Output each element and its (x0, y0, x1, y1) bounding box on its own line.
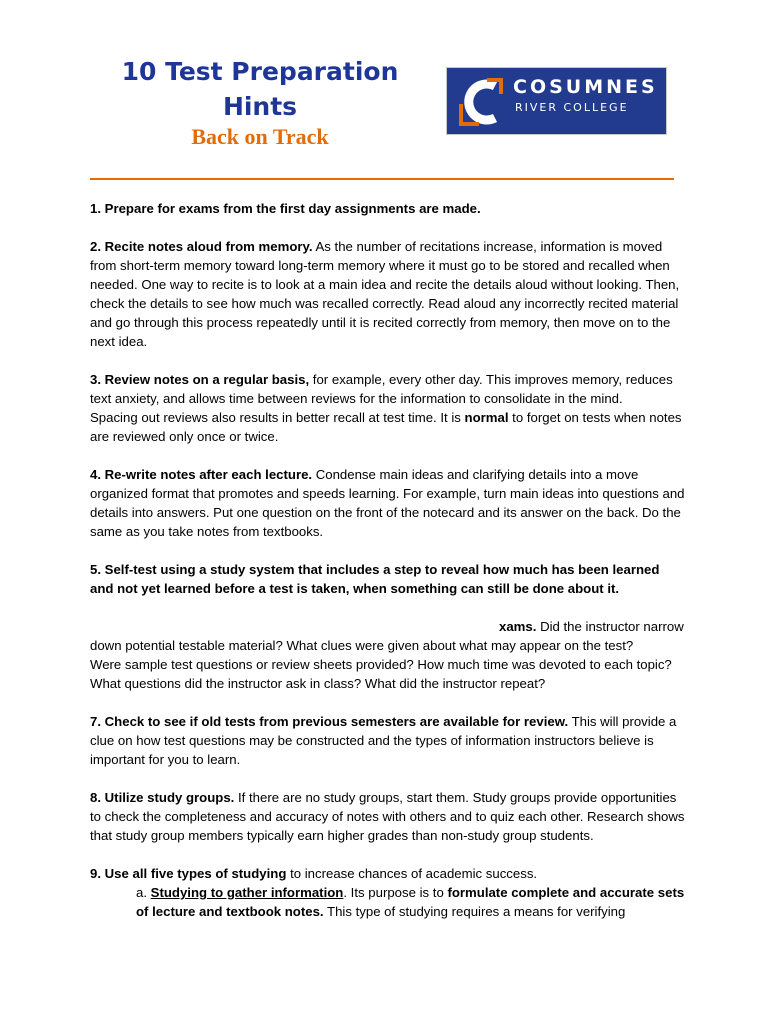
hint-1-lead: 1. Prepare for exams from the first day assignments are made. (90, 201, 481, 216)
hint-3-body2-bold: normal (464, 410, 509, 425)
hint-3-lead: 3. Review notes on a regular basis, (90, 372, 310, 387)
hint-4-lead: 4. Re-write notes after each lecture. (90, 467, 313, 482)
orange-divider (90, 178, 674, 180)
hint-4-body: Condense main ideas and clarifying details into a move organized format that promotes and speeds learning. For example, turn main ideas into questions and details into answers. Put one question on the front of the notecard and its answer on the back. Do the same as you take notes from textbooks. (90, 467, 685, 539)
hint-9-body: to increase chances of academic success. (286, 866, 538, 881)
hint-9-sub-a-prefix: a. (136, 885, 151, 900)
hint-2-body: As the number of recitations increase, information is moved from short-term memory toward long-term memory where it must go to be stored and recalled when needed. One way to recite is to look at a main idea and recite the details aloud without looking. Then, check the details to see how much was recalled correctly. Read aloud any incorrectly recited material and go through this process repeatedly until it is recited correctly from memory, then move on to the next idea. (90, 239, 680, 349)
hint-1 (90, 199, 685, 218)
hint-6-lead: xams. (499, 619, 537, 634)
hint-7-body: This will provide a clue on how test questions may be constructed and the types of information instructors believe is important for you to learn. (90, 714, 677, 767)
logo-line-1: COSUMNES (513, 76, 658, 98)
hint-9-sub-a (90, 883, 685, 921)
college-logo (446, 67, 667, 135)
college-logo-mark-icon (457, 76, 509, 128)
hint-9-sub-a-title: Studying to gather information (150, 885, 344, 900)
hint-2-lead: 2. Recite notes aloud from memory. (90, 239, 313, 254)
hint-9-sub-a-tail: This type of studying requires a means for verifying (323, 904, 626, 919)
hint-6-body: Did the instructor narrow down potential testable material? What clues were given about what may appear on the test? (90, 619, 684, 653)
hint-3-continued (90, 408, 685, 446)
hint-8-lead: 8. Utilize study groups. (90, 790, 235, 805)
page-title (110, 54, 410, 124)
hint-3 (90, 370, 685, 408)
hint-3-body: for example, every other day. This improves memory, reduces text anxiety, and allows time between reviews for the information to consolidate in the mind. (90, 372, 673, 406)
hint-9-lead: 9. Use all five types of studying (90, 866, 287, 881)
hint-7 (90, 712, 685, 769)
hint-8 (90, 788, 685, 845)
hint-4 (90, 465, 685, 541)
hint-2 (90, 237, 685, 351)
title-line-2: Hints (222, 92, 298, 121)
hint-5-lead: 5. Self-test using a study system that includes a step to reveal how much has been learned and not yet learned before a test is taken, when something can still be done about it. (90, 562, 660, 596)
title-line-1: 10 Test Preparation (121, 57, 399, 86)
hint-9-sub-a-mid: . Its purpose is to (343, 885, 448, 900)
logo-line-2: RIVER COLLEGE (515, 101, 629, 114)
hint-6-continued: Were sample test questions or review sheets provided? How much time was devoted to each topic? What questions did the instructor ask in class? What did the instructor repeat? (90, 657, 672, 691)
hint-6 (90, 617, 685, 655)
hint-5 (90, 560, 685, 598)
hint-8-body: If there are no study groups, start them. Study groups provide opportunities to check the completeness and accuracy of notes with others and to quiz each other. Research shows that study group members typically earn higher grades than non-study group students. (90, 790, 685, 843)
hint-9 (90, 864, 685, 883)
page-subtitle: Back on Track (191, 124, 329, 149)
hint-3-body2-post: to forget on tests when notes are reviewed only once or twice. (90, 410, 682, 444)
hint-3-body2-pre: Spacing out reviews also results in better recall at test time. It is (90, 410, 465, 425)
hint-9-sub-a-bold: formulate complete and accurate sets of lecture and textbook notes. (136, 885, 685, 919)
hints-body (90, 199, 685, 921)
hint-7-lead: 7. Check to see if old tests from previous semesters are available for review. (90, 714, 569, 729)
